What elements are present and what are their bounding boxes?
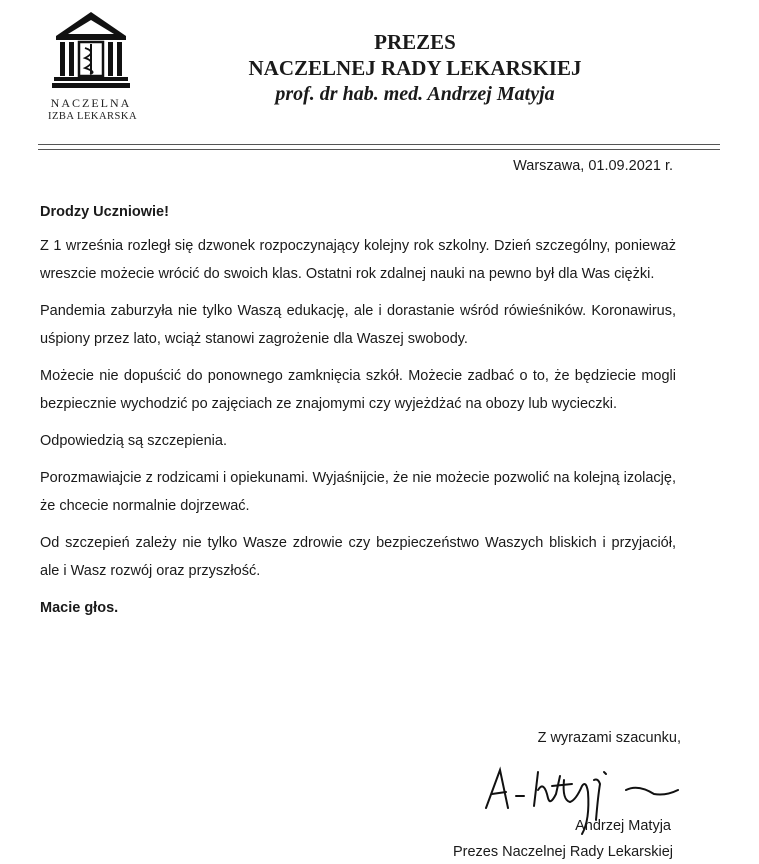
- letterhead-author: prof. dr hab. med. Andrzej Matyja: [275, 83, 555, 105]
- chamber-logo: [48, 10, 138, 130]
- letterhead-title: PREZES: [374, 30, 456, 54]
- regards: Z wyrazami szacunku,: [537, 730, 681, 746]
- signer-title: Prezes Naczelnej Rady Lekarskiej: [452, 844, 673, 860]
- letterhead-subtitle: NACZELNEJ RADY LEKARSKIEJ: [248, 56, 582, 80]
- temple-caduceus-icon: [52, 10, 130, 92]
- paragraph: Od szczepień zależy nie tylko Wasze zdrowie czy bezpieczeństwo Waszych bliskich i przyjaciół, ale i Wasz rozwój oraz przyszłość.: [40, 535, 676, 579]
- divider: [38, 149, 720, 150]
- closing-statement: Macie głos.: [40, 600, 119, 616]
- divider: [38, 144, 720, 145]
- signer-name: Andrzej Matyja: [575, 818, 671, 834]
- greeting: Drodzy Uczniowie!: [40, 204, 169, 220]
- paragraph: Z 1 września rozległ się dzwonek rozpoczynający kolejny rok szkolny. Dzień szczególny, ponieważ wreszcie możecie wrócić do swoich klas. Ostatni rok zdalnej nauki na pewno był dla Was ciężki.: [40, 238, 676, 282]
- logo-text-line1: NACZELNA: [50, 96, 132, 110]
- logo-text-line2: IZBA LEKARSKA: [48, 111, 138, 122]
- paragraph: Odpowiedzią są szczepienia.: [40, 433, 227, 449]
- letter-date: Warszawa, 01.09.2021 r.: [513, 158, 673, 174]
- paragraph: Możecie nie dopuścić do ponownego zamknięcia szkół. Możecie zadbać o to, że będziecie mogli bezpiecznie wychodzić po zajęciach ze znajomymi czy wyjeżdżać na obozy lub wycieczki.: [40, 368, 676, 412]
- paragraph: Pandemia zaburzyła nie tylko Waszą edukację, ale i dorastanie wśród rówieśników. Koronawirus, uśpiony przez lato, wciąż stanowi zagrożenie dla Waszej swobody.: [40, 303, 676, 347]
- letter-body: [40, 198, 676, 622]
- letterhead: [180, 30, 650, 106]
- paragraph: Porozmawiajcie z rodzicami i opiekunami. Wyjaśnijcie, że nie możecie pozwolić na kolejną izolację, że chcecie normalnie dojrzewać.: [40, 470, 676, 514]
